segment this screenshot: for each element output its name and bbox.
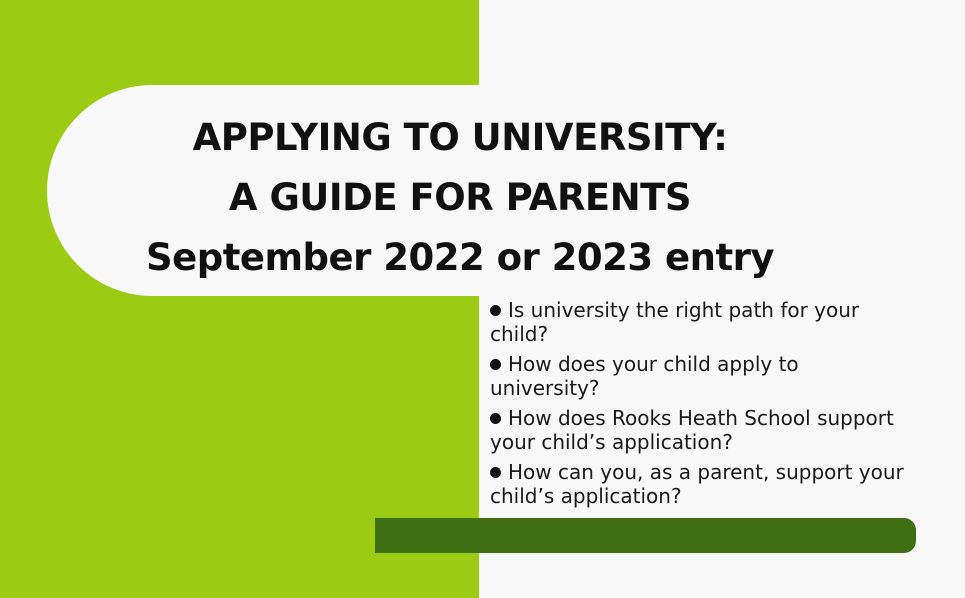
title-line-3: September 2022 or 2023 entry	[145, 236, 775, 279]
bullet-item	[490, 352, 910, 400]
bullet-text: How does Rooks Heath School support your child’s application?	[490, 406, 894, 454]
bullet-dot-icon	[490, 359, 501, 370]
title-line-2: A GUIDE FOR PARENTS	[228, 176, 692, 219]
bullet-text: How does your child apply to university?	[490, 352, 799, 400]
bullet-text: Is university the right path for your child?	[490, 298, 860, 346]
title-line-1: APPLYING TO UNIVERSITY:	[192, 116, 728, 159]
bullet-list	[490, 298, 910, 514]
bullet-dot-icon	[490, 305, 501, 316]
bullet-item	[490, 406, 910, 454]
bullet-dot-icon	[490, 413, 501, 424]
bullet-item	[490, 298, 910, 346]
decorative-bottom-bar	[375, 518, 916, 553]
bullet-text: How can you, as a parent, support your child’s application?	[490, 460, 904, 508]
slide-title	[110, 108, 810, 288]
bullet-item	[490, 460, 910, 508]
bullet-dot-icon	[490, 467, 501, 478]
